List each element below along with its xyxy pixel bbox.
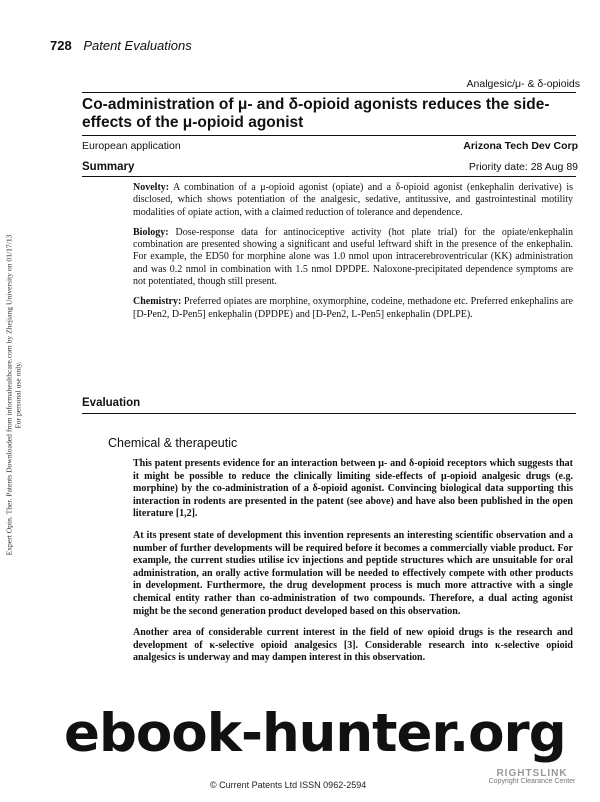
- evaluation-body: [133, 458, 573, 674]
- category-rule: [82, 92, 576, 93]
- evaluation-paragraph-2: At its present state of development this invention represents an interesting scientific observation and a number of further developments will be required before it becomes a commercially viable product. For example, the current studies utilise icv injections and peptide structures which are unsuitable for oral administration, an orally active formulation will be needed to effectively compete with other products in development. Furthermore, the drug development process is much more attractive with a single chemical entity rather than co-administration of two compounds. Therefore, a dual acting agonist might be the second generation product developed based on this observation.: [133, 529, 573, 617]
- rightslink-stamp: [482, 770, 582, 790]
- chemistry-label: Chemistry:: [133, 296, 182, 308]
- novelty-paragraph: [133, 182, 573, 219]
- article-title: Co-administration of μ- and δ-opioid agonists reduces the side-effects of the μ-opioid agonist: [82, 96, 550, 131]
- download-notice: [2, 190, 24, 600]
- running-header: [50, 38, 192, 53]
- biology-text: Dose-response data for antinociceptive activity (hot plate trial) for the opiate/enkephalin combination are presented showing a significant and useful leftward shift in the presence of the enkephalin. For example, the ED50 for morphine alone was 1.0 nmol upon intracerebroventricular (KK) administration and was 0.2 nmol in combination with 1.5 nmol DPDPE. Naloxone-precipitated dependence symptoms are not potentiated, though still present.: [133, 226, 574, 288]
- page-number: 728: [50, 38, 72, 53]
- application-type: European application: [82, 140, 181, 152]
- assignee: Arizona Tech Dev Corp: [463, 140, 578, 152]
- download-notice-line1: Expert Opin. Ther. Patents Downloaded from informahealthcare.com by Zhejiang University on 01/17/13: [4, 234, 14, 556]
- rightslink-logo: RIGHTSLINK: [496, 768, 568, 779]
- evaluation-paragraph-1: This patent presents evidence for an interaction between μ- and δ-opioid receptors which suggests that it might be possible to reduce the clinically limiting side-effects of μ-opioid analgesic drugs (e.g. morphine) by the co-administration of a δ-opioid agonist. Convincing biological data supporting this interaction in rodents are presented in the patent (see above) and have also been published in the open literature [1,2].: [133, 458, 573, 520]
- category-label: Analgesic/μ- & δ-opioids: [466, 78, 580, 90]
- summary-body: [133, 182, 573, 329]
- novelty-text: A combination of a μ-opioid agonist (opiate) and a δ-opioid agonist (enkephalin derivative) is disclosed, which shows potentiation of the analgesic, sedative, antitussive, and gastrointestinal motility modalities of opiate action, with a claimed reduction of tolerance and dependence.: [133, 182, 574, 218]
- summary-rule: [82, 176, 576, 177]
- summary-heading: Summary: [82, 161, 135, 173]
- evaluation-paragraph-3: Another area of considerable current interest in the field of new opioid drugs is the research and development of κ-selective opioid analgesics [3]. Considerable research into κ-selective opioid analgesics is underway and may dampen interest in this observation.: [133, 627, 573, 664]
- priority-date: Priority date: 28 Aug 89: [468, 161, 578, 173]
- chemistry-text: Preferred opiates are morphine, oxymorphine, codeine, methadone etc. Preferred enkephalins are [D-Pen2, D-Pen5] enkephalin (DPDPE) and [D-Pen2, L-Pen5] enkephalin (DPLPE).: [133, 296, 573, 320]
- download-notice-line2: For personal use only.: [13, 361, 23, 429]
- copyright-footer: © Current Patents Ltd ISSN 0962-2594: [210, 780, 367, 790]
- novelty-label: Novelty:: [133, 182, 170, 193]
- chemistry-paragraph: [133, 296, 573, 321]
- journal-section-title: Patent Evaluations: [83, 38, 192, 53]
- chemical-therapeutic-heading: Chemical & therapeutic: [108, 436, 238, 450]
- title-rule: [82, 135, 576, 136]
- rightslink-caption: Copyright Clearance Center: [488, 778, 576, 785]
- watermark: ebook-hunter.org: [64, 703, 566, 764]
- biology-label: Biology:: [133, 226, 169, 238]
- evaluation-heading: Evaluation: [82, 397, 141, 409]
- evaluation-rule: [82, 413, 576, 414]
- biology-paragraph: [133, 227, 573, 288]
